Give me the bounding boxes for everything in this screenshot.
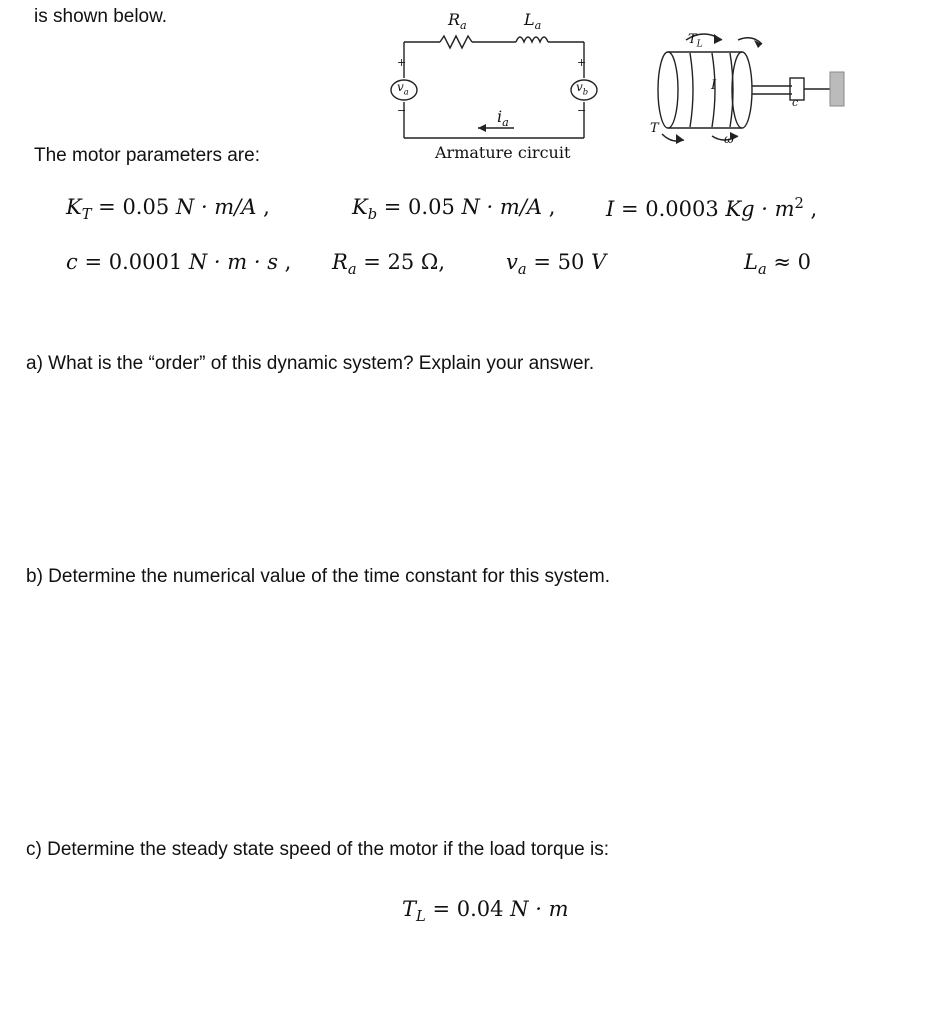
param-la: $L_a \approx 0$ (744, 250, 812, 279)
plus-va: + (397, 56, 407, 69)
question-a: a) What is the “order” of this dynamic system? Explain your answer. (26, 353, 595, 374)
minus-vb: − (577, 104, 587, 117)
label-va: $v_a$ (397, 80, 409, 97)
intro-text: is shown below. (34, 6, 168, 27)
load-torque-equation: $T_L = 0.04$ N · m (402, 897, 569, 926)
label-t: T (650, 121, 659, 136)
label-la: $L_a$ (524, 10, 542, 33)
param-c: c = 0.0001 N · m · s , (66, 250, 292, 274)
param-ra: $R_a = 25$ Ω, (332, 250, 446, 279)
label-c: c (792, 96, 799, 109)
param-kb: $K_b = 0.05$ N · m/A , (352, 195, 556, 224)
armature-caption: Armature circuit (435, 143, 571, 162)
param-inertia: I = 0.0003 $Kg \cdot m^2$ , (606, 195, 818, 221)
label-omega: ω (724, 132, 734, 146)
question-b: b) Determine the numerical value of the time constant for this system. (26, 566, 610, 587)
label-ra: $R_a$ (448, 10, 467, 33)
plus-vb: + (577, 56, 587, 69)
param-va: $v_a = 50$ V (506, 250, 607, 279)
label-tl: $T_L$ (688, 32, 703, 50)
minus-va: − (397, 104, 407, 117)
label-ia: $i_a$ (497, 107, 509, 130)
params-heading: The motor parameters are: (34, 145, 260, 166)
label-inertia: I (711, 78, 717, 93)
param-kt: $K_T = 0.05$ N · m/A , (66, 195, 270, 224)
label-vb: $v_b$ (576, 80, 589, 97)
question-c: c) Determine the steady state speed of the motor if the load torque is: (26, 839, 609, 860)
